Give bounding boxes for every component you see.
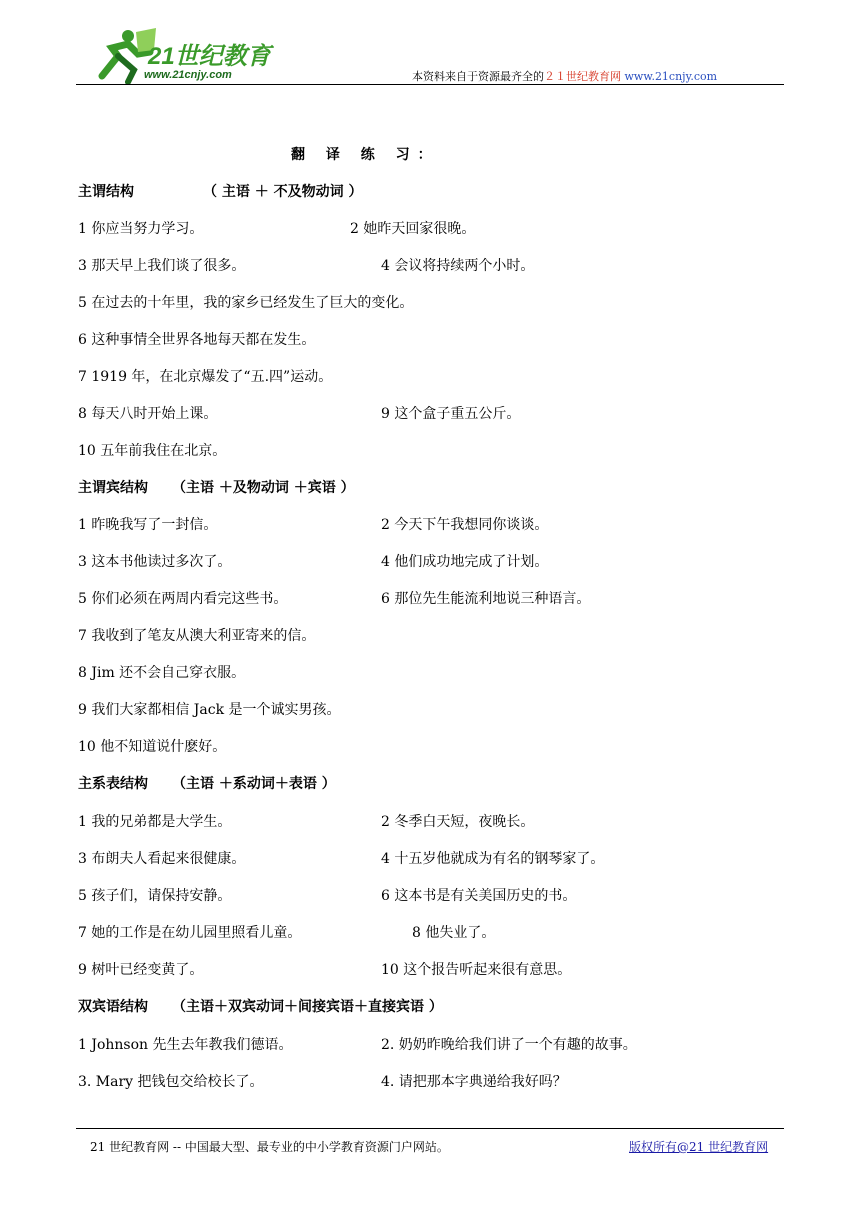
exercise-item: 2 冬季白天短，夜晚长。 <box>381 814 535 830</box>
exercise-item: 1 Johnson 先生去年教我们德语。 <box>78 1037 293 1053</box>
section-formula: （主语＋双宾动词＋间接宾语＋直接宾语 ） <box>172 999 443 1015</box>
logo <box>84 26 304 86</box>
exercise-item: 4. 请把那本字典递给我好吗？ <box>381 1074 567 1090</box>
exercise-item: 5 孩子们，请保持安静。 <box>78 888 232 904</box>
footer-divider <box>76 1128 784 1129</box>
page-title: 翻 译 练 习： <box>291 147 440 163</box>
exercise-item: 2 她昨天回家很晚。 <box>350 221 476 237</box>
exercise-item: 10 这个报告听起来很有意思。 <box>381 962 572 978</box>
section-formula: （ 主语 ＋ 不及物动词 ） <box>203 184 363 200</box>
exercise-item: 3. Mary 把钱包交给校长了。 <box>78 1074 264 1090</box>
exercise-item: 8 Jim 还不会自己穿衣服。 <box>78 665 246 681</box>
exercise-item: 3 那天早上我们谈了很多。 <box>78 258 246 274</box>
exercise-item: 1 我的兄弟都是大学生。 <box>78 814 232 830</box>
header-note: 本资料来自于资源最齐全的２１世纪教育网 www.21cnjy.com <box>412 70 718 83</box>
logo-url: www.21cnjy.com <box>144 69 232 81</box>
exercise-item: 6 这本书是有关美国历史的书。 <box>381 888 577 904</box>
exercise-item: 5 你们必须在两周内看完这些书。 <box>78 591 288 607</box>
logo-text: 21世纪教育 <box>148 43 271 70</box>
exercise-item: 8 每天八时开始上课。 <box>78 406 218 422</box>
header-link[interactable]: www.21cnjy.com <box>624 70 718 83</box>
exercise-item: 2 今天下午我想同你谈谈。 <box>381 517 549 533</box>
exercise-item: 4 他们成功地完成了计划。 <box>381 554 549 570</box>
runner-logo-icon <box>84 26 304 86</box>
exercise-item: 9 树叶已经变黄了。 <box>78 962 204 978</box>
section-formula: （主语 ＋系动词＋表语 ） <box>172 776 336 792</box>
exercise-item: 1 你应当努力学习。 <box>78 221 204 237</box>
exercise-item: 1 昨晚我写了一封信。 <box>78 517 218 533</box>
exercise-item: 10 他不知道说什麽好。 <box>78 739 227 755</box>
exercise-item: 6 这种事情全世界各地每天都在发生。 <box>78 332 316 348</box>
exercise-item: 9 这个盒子重五公斤。 <box>381 406 521 422</box>
exercise-item: 2. 奶奶昨晚给我们讲了一个有趣的故事。 <box>381 1037 637 1053</box>
exercise-item: 4 十五岁他就成为有名的钢琴家了。 <box>381 851 605 867</box>
exercise-item: 3 布朗夫人看起来很健康。 <box>78 851 246 867</box>
exercise-item: 7 1919 年，在北京爆发了“五.四”运动。 <box>78 369 333 385</box>
section-formula: （主语 ＋及物动词 ＋宾语 ） <box>172 480 355 496</box>
exercise-item: 7 我收到了笔友从澳大利亚寄来的信。 <box>78 628 316 644</box>
section-heading: 主谓宾结构 <box>78 480 148 496</box>
header-divider <box>76 84 784 85</box>
exercise-item: 4 会议将持续两个小时。 <box>381 258 535 274</box>
exercise-item: 3 这本书他读过多次了。 <box>78 554 232 570</box>
exercise-item: 7 她的工作是在幼儿园里照看儿童。 <box>78 925 302 941</box>
exercise-item: 5 在过去的十年里，我的家乡已经发生了巨大的变化。 <box>78 295 414 311</box>
exercise-item: 6 那位先生能流利地说三种语言。 <box>381 591 591 607</box>
section-heading: 主系表结构 <box>78 776 148 792</box>
section-heading: 双宾语结构 <box>78 999 148 1015</box>
section-heading: 主谓结构 <box>78 184 134 200</box>
footer-text: 21 世纪教育网 -- 中国最大型、最专业的中小学教育资源门户网站。 <box>90 1140 449 1154</box>
exercise-item: 8 他失业了。 <box>412 925 496 941</box>
exercise-item: 10 五年前我住在北京。 <box>78 443 227 459</box>
exercise-item: 9 我们大家都相信 Jack 是一个诚实男孩。 <box>78 702 341 718</box>
copyright-link[interactable]: 版权所有@21 世纪教育网 <box>629 1140 769 1154</box>
